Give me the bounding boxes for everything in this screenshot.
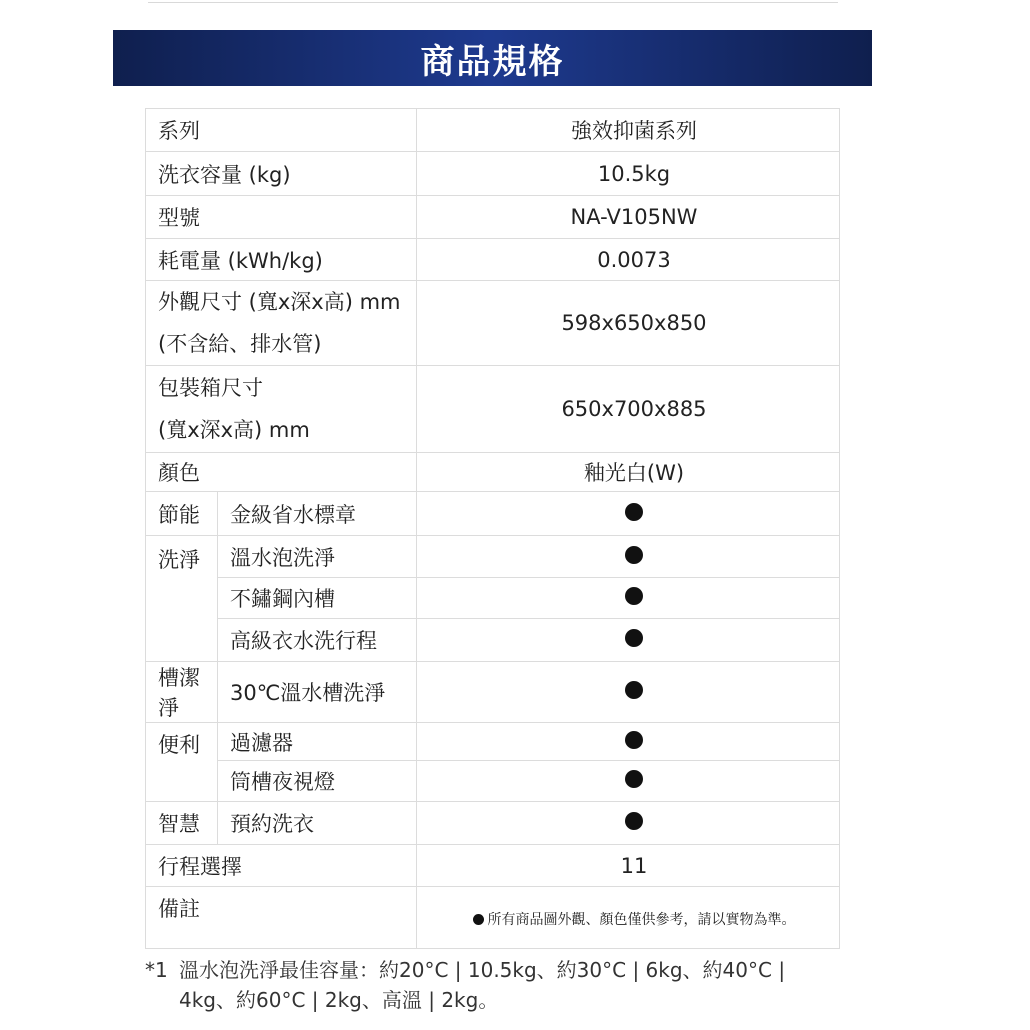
availability-cell (417, 662, 840, 723)
feature-label: 不鏽鋼內槽 (218, 578, 417, 619)
spec-value: 10.5kg (417, 152, 840, 196)
table-row (146, 453, 840, 492)
spec-value: 650x700x885 (417, 366, 840, 453)
table-row (146, 152, 840, 196)
availability-cell (417, 802, 840, 845)
available-dot-icon (625, 731, 643, 749)
availability-cell (417, 578, 840, 619)
available-dot-icon (625, 812, 643, 830)
feature-category: 洗淨 (146, 536, 218, 662)
bullet-dot-icon (473, 914, 484, 925)
availability-cell (417, 492, 840, 536)
feature-label: 30℃溫水槽洗淨 (218, 662, 417, 723)
footnote (145, 955, 845, 1015)
table-row (146, 662, 840, 723)
table-row (146, 578, 840, 619)
spec-label: 行程選擇 (146, 845, 417, 887)
spec-banner (113, 30, 872, 86)
spec-label: 型號 (146, 196, 417, 239)
spec-label: 耗電量 (kWh/kg) (146, 239, 417, 281)
feature-label: 金級省水標章 (218, 492, 417, 536)
remarks-note (473, 909, 796, 929)
remarks-cell (417, 887, 840, 949)
table-row (146, 619, 840, 662)
table-row (146, 366, 840, 453)
spec-label (146, 366, 417, 453)
spec-label: 備註 (146, 887, 417, 949)
spec-value: 598x650x850 (417, 281, 840, 366)
spec-value: NA-V105NW (417, 196, 840, 239)
table-row (146, 802, 840, 845)
table-row (146, 845, 840, 887)
table-row (146, 761, 840, 802)
feature-label: 過濾器 (218, 723, 417, 761)
available-dot-icon (625, 681, 643, 699)
table-row (146, 196, 840, 239)
top-divider (148, 0, 838, 3)
spec-label-line: (不含給、排水管) (158, 332, 322, 356)
availability-cell (417, 761, 840, 802)
feature-label: 預約洗衣 (218, 802, 417, 845)
spec-value: 0.0073 (417, 239, 840, 281)
spec-value: 11 (417, 845, 840, 887)
spec-label-line: 包裝箱尺寸 (158, 376, 263, 400)
table-row (146, 536, 840, 578)
spec-value: 強效抑菌系列 (417, 109, 840, 152)
table-row (146, 492, 840, 536)
available-dot-icon (625, 546, 643, 564)
spec-table (145, 108, 840, 949)
availability-cell (417, 723, 840, 761)
feature-category: 槽潔淨 (146, 662, 218, 723)
spec-label-line: (寬x深x高) mm (158, 418, 310, 442)
available-dot-icon (625, 587, 643, 605)
footnote-text: 溫水泡洗淨最佳容量：約20°C | 10.5kg、約30°C | 6kg、約40°C | 4kg、約60°C | 2kg、高溫 | 2kg。 (179, 958, 786, 1012)
table-row (146, 887, 840, 949)
feature-category: 便利 (146, 723, 218, 802)
availability-cell (417, 536, 840, 578)
table-row (146, 281, 840, 366)
feature-category: 節能 (146, 492, 218, 536)
availability-cell (417, 619, 840, 662)
available-dot-icon (625, 770, 643, 788)
feature-label: 筒槽夜視燈 (218, 761, 417, 802)
available-dot-icon (625, 629, 643, 647)
spec-label: 洗衣容量 (kg) (146, 152, 417, 196)
spec-label-line: 外觀尺寸 (寬x深x高) mm (158, 290, 401, 314)
remarks-text: 所有商品圖外觀、顏色僅供參考，請以實物為準。 (487, 912, 796, 928)
page-title: 商品規格 (420, 41, 565, 82)
spec-label (146, 281, 417, 366)
table-row (146, 109, 840, 152)
table-row (146, 723, 840, 761)
spec-value: 釉光白(W) (417, 453, 840, 492)
available-dot-icon (625, 503, 643, 521)
spec-label: 顏色 (146, 453, 417, 492)
feature-label: 高級衣水洗行程 (218, 619, 417, 662)
feature-label: 溫水泡洗淨 (218, 536, 417, 578)
footnote-mark: *1 (145, 958, 168, 982)
spec-label: 系列 (146, 109, 417, 152)
table-row (146, 239, 840, 281)
feature-category: 智慧 (146, 802, 218, 845)
